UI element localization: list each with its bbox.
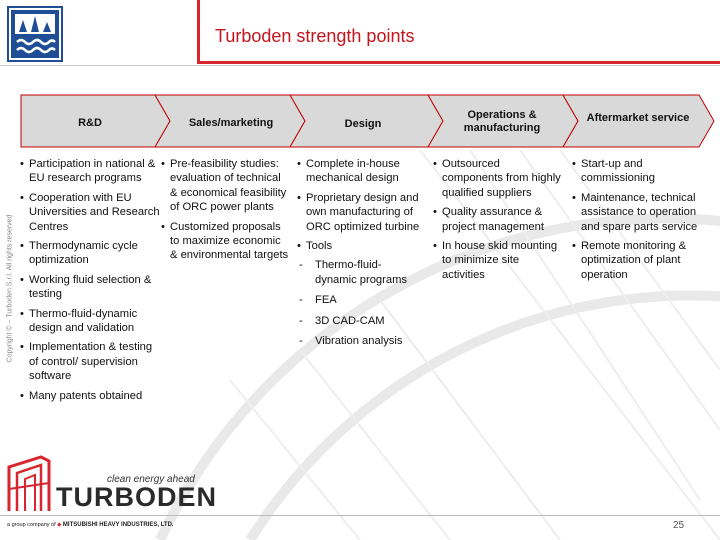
sub-list-item: - Thermo-fluid-dynamic programs: [297, 258, 421, 287]
list-item: • Thermo-fluid-dynamic design and validation: [20, 307, 162, 336]
list-item: • Proprietary design and own manufacturing of ORC optimized turbine: [297, 191, 421, 234]
building-logo-icon: [5, 453, 55, 513]
list-item: • Start-up and commissioning: [572, 157, 698, 186]
list-item: • Outsourced components from highly qualified suppliers: [433, 157, 563, 200]
page-title: Turboden strength points: [215, 26, 415, 46]
list-item: • Participation in national & EU research programs: [20, 157, 162, 186]
group-prefix: a group company of: [7, 522, 56, 528]
list-item: • In house skid mounting to minimize site activities: [433, 239, 563, 282]
mitsubishi-diamond-icon: ◆: [57, 522, 62, 528]
title-box: [197, 0, 720, 64]
sub-list-item: - FEA: [297, 293, 421, 307]
column-operations: [433, 157, 563, 287]
list-item: • Quality assurance & project management: [433, 205, 563, 234]
stage-label-operations: Operations & manufacturing: [463, 109, 541, 134]
company-logo-icon: [7, 6, 63, 62]
sub-list-item: - 3D CAD-CAM: [297, 314, 421, 328]
column-aftermarket: [572, 157, 698, 287]
list-item: • Tools: [297, 239, 421, 253]
stage-label-rd: R&D: [78, 117, 102, 129]
list-item: • Pre-feasibility studies: evaluation of technical & economical feasibility of ORC power plants: [161, 157, 289, 215]
list-item: • Implementation & testing of control/ supervision software: [20, 340, 162, 383]
column-design: [297, 157, 421, 354]
list-item: • Remote monitoring & optimization of plant operation: [572, 239, 698, 282]
list-item: • Cooperation with EU Universities and Research Centres: [20, 191, 162, 234]
column-rd: [20, 157, 162, 408]
stage-label-sales: Sales/marketing: [188, 117, 274, 129]
column-sales: [161, 157, 289, 268]
list-item: • Thermodynamic cycle optimization: [20, 239, 162, 268]
group-company-line: [7, 522, 174, 528]
list-item: • Customized proposals to maximize economic & environmental targets: [161, 220, 289, 263]
list-item: • Many patents obtained: [20, 389, 162, 403]
group-name: MITSUBISHI HEAVY INDUSTRIES, LTD.: [62, 522, 174, 528]
list-item: • Working fluid selection & testing: [20, 273, 162, 302]
page-number: 25: [673, 520, 685, 531]
copyright-note: Copyright © – Turboden S.r.l. All rights reserved: [6, 214, 14, 363]
list-item: • Complete in-house mechanical design: [297, 157, 421, 186]
turboden-logo: [5, 453, 217, 531]
stage-label-aftermarket: Aftermarket service: [586, 112, 690, 124]
sub-list-item: - Vibration analysis: [297, 334, 421, 348]
brand-name: TURBODEN: [56, 482, 217, 512]
stage-label-design: Design: [344, 118, 382, 130]
brand-tagline: clean energy ahead: [107, 474, 195, 485]
header-divider: [0, 65, 720, 66]
list-item: • Maintenance, technical assistance to operation and spare parts service: [572, 191, 698, 234]
